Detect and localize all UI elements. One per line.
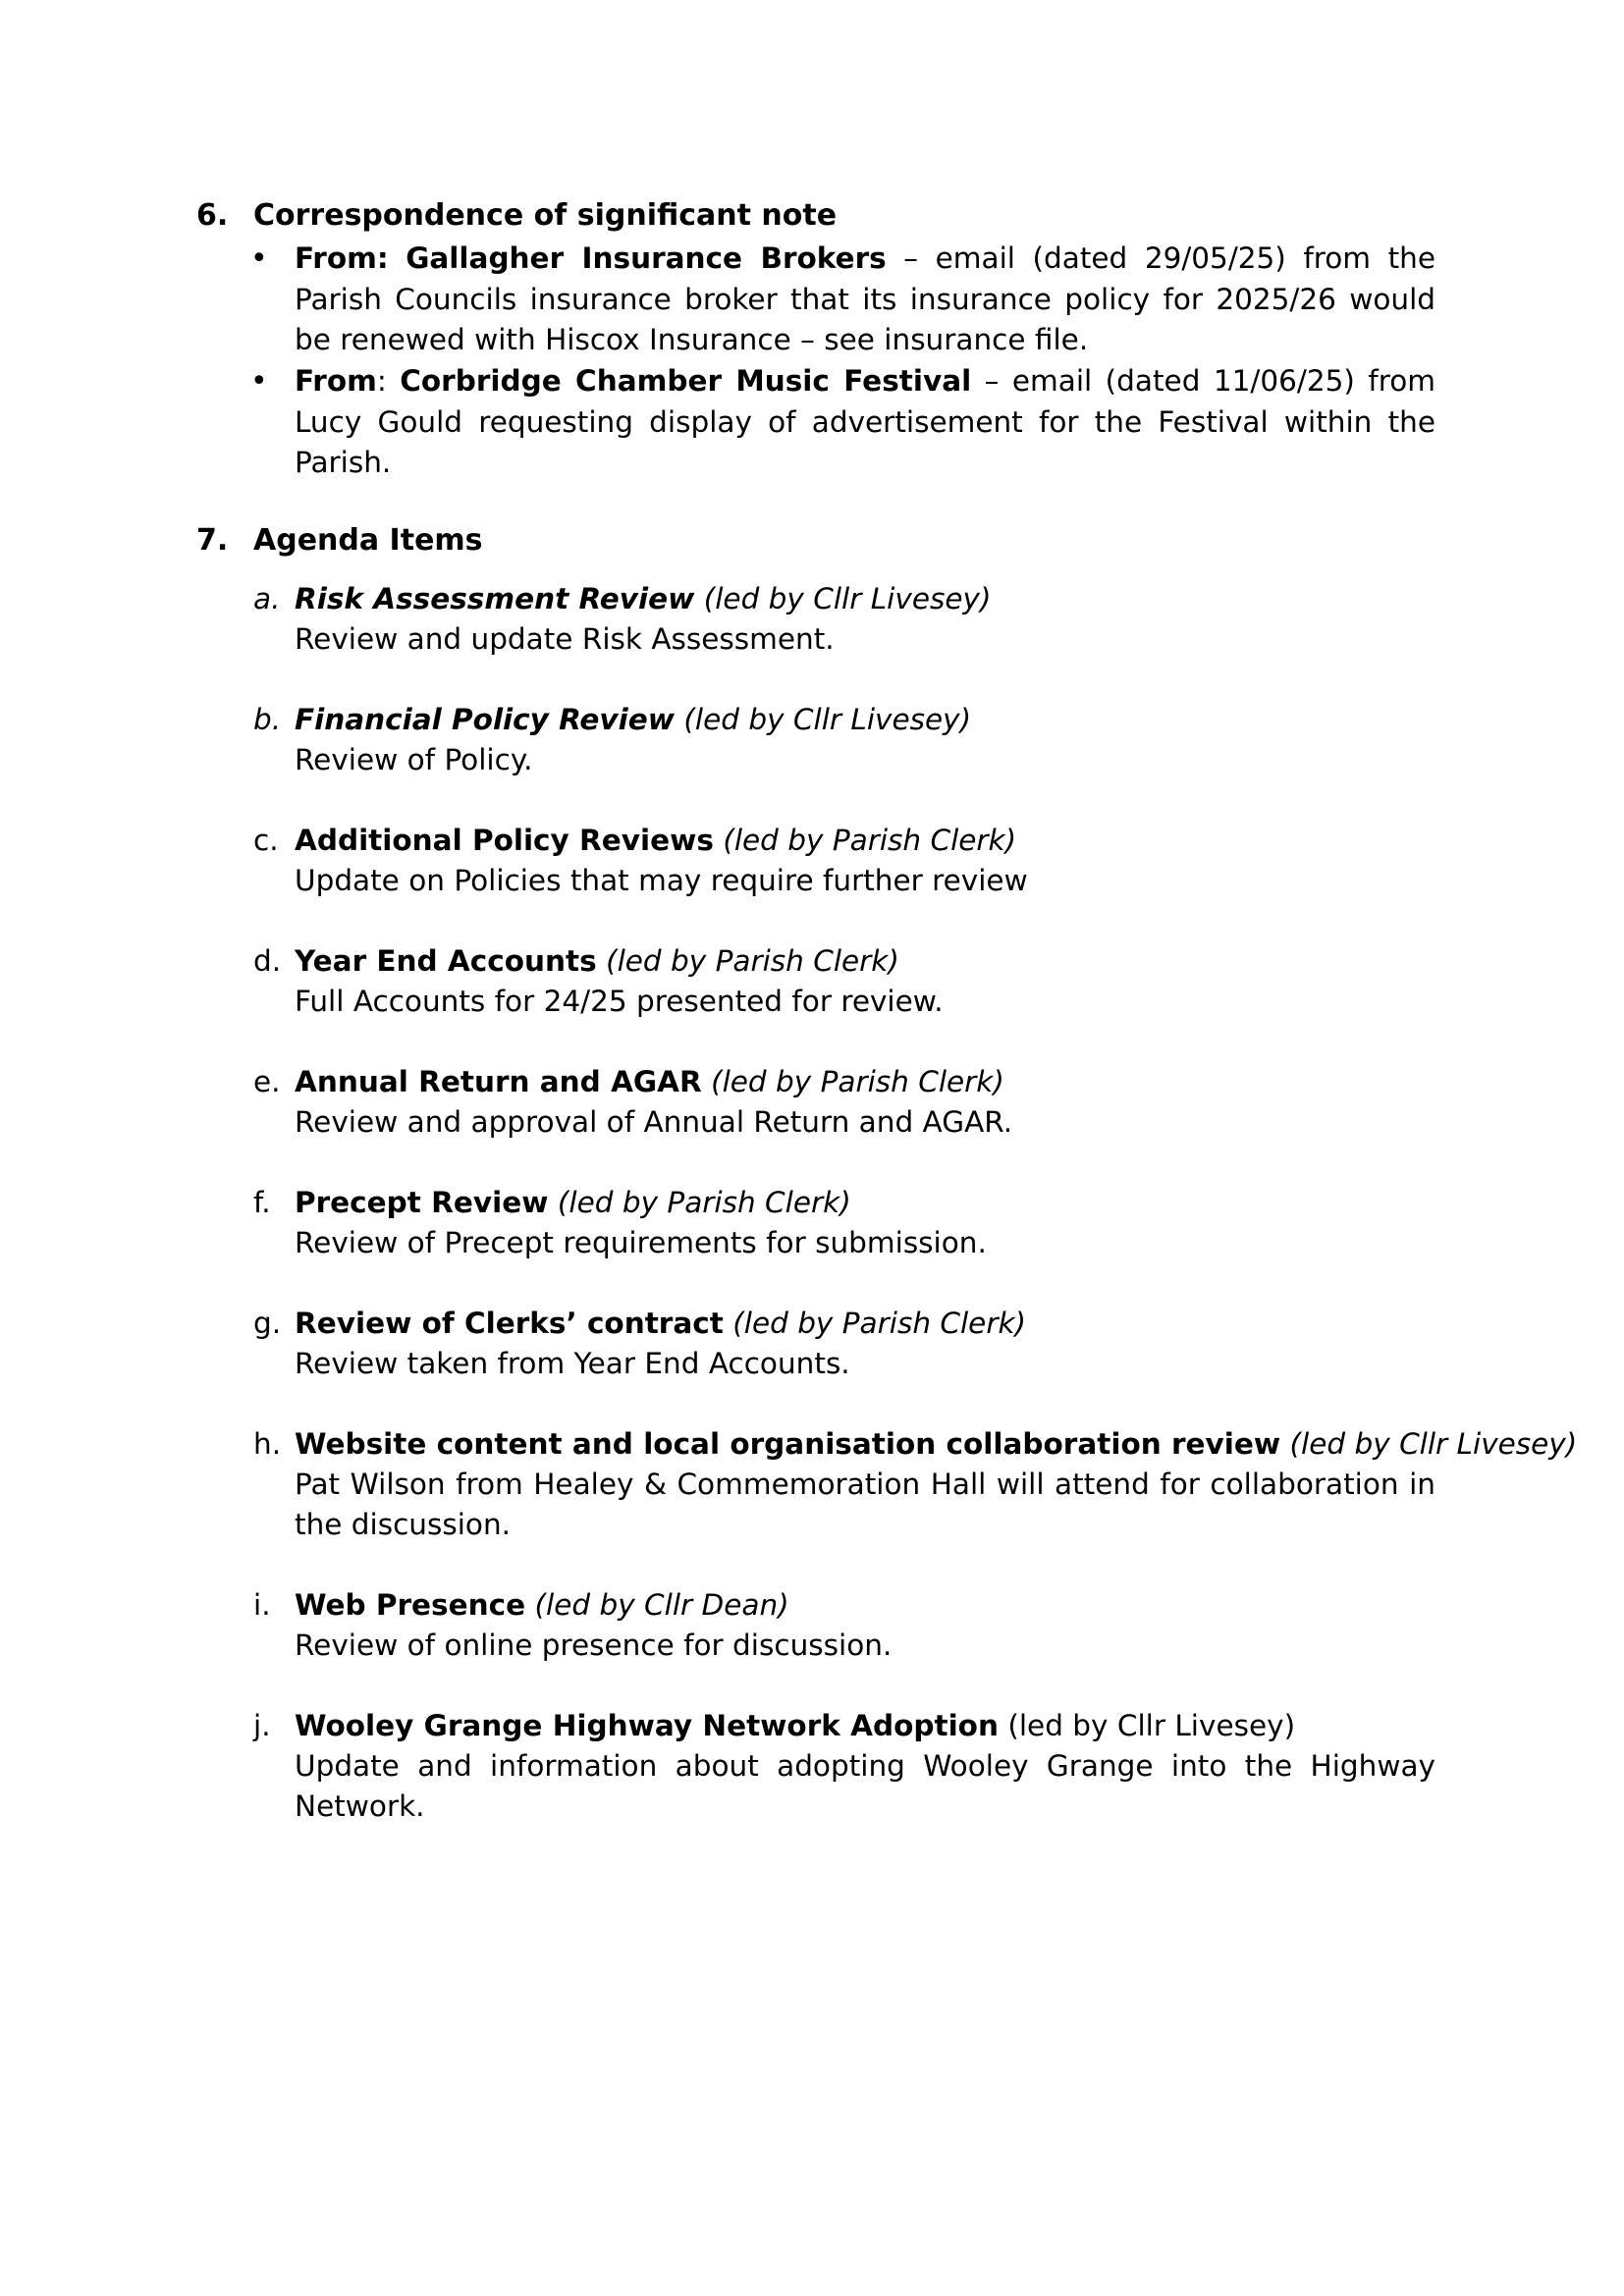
agenda-led-by: (led by Parish Clerk) [606, 944, 899, 978]
sender-name: Corbridge Chamber Music Festival [400, 364, 972, 398]
agenda-title: Risk Assessment Review [295, 582, 695, 615]
agenda-item-c [253, 821, 1435, 901]
agenda-letter: h. [253, 1427, 282, 1461]
agenda-description: Review taken from Year End Accounts. [295, 1347, 850, 1380]
from-label: From [295, 364, 377, 398]
agenda-letter: g. [253, 1307, 282, 1340]
agenda-title: Annual Return and AGAR [295, 1065, 702, 1098]
correspondence-text: – email (dated 29/05/25) from the Parish Councils insurance broker that its insurance policy for 2025/26 would be renewed with Hiscox Insurance – see insurance file. [295, 241, 1435, 356]
agenda-description: Review and update Risk Assessment. [295, 622, 835, 656]
agenda-description: Review and approval of Annual Return and AGAR. [295, 1105, 1013, 1139]
agenda-letter: a. [253, 582, 281, 615]
agenda-led-by: (led by Cllr Livesey) [683, 703, 972, 736]
agenda-letter: f. [253, 1186, 271, 1219]
agenda-description: Pat Wilson from Healey & Commemoration Hall will attend for collaboration in the discussion. [295, 1468, 1435, 1541]
from-separator: : [376, 364, 387, 398]
correspondence-text: – email (dated 11/06/25) from Lucy Gould requesting display of advertisement for the Festival within the Parish. [295, 364, 1435, 479]
section-7-heading [196, 523, 483, 558]
bullet-icon: • [250, 241, 268, 276]
agenda-led-by: (led by Parish Clerk) [557, 1186, 851, 1219]
agenda-item-i [253, 1585, 1435, 1666]
agenda-item-h [253, 1424, 1578, 1545]
section-7-number: 7. [196, 523, 229, 558]
agenda-letter: d. [253, 944, 282, 978]
agenda-title: Precept Review [295, 1186, 549, 1219]
agenda-title: Year End Accounts [295, 944, 597, 978]
agenda-letter: c. [253, 824, 279, 857]
agenda-description: Update on Policies that may require further review [295, 864, 1028, 897]
agenda-letter: i. [253, 1588, 271, 1622]
agenda-description: Review of Policy. [295, 743, 533, 776]
agenda-title: Website content and local organisation collaboration review [295, 1427, 1281, 1461]
agenda-title: Wooley Grange Highway Network Adoption [295, 1709, 999, 1742]
agenda-item-e [253, 1062, 1435, 1143]
sender-name: Gallagher Insurance Brokers [406, 241, 887, 275]
agenda-title: Review of Clerks’ contract [295, 1307, 724, 1340]
agenda-description: Full Accounts for 24/25 presented for review. [295, 985, 944, 1018]
agenda-item-j [253, 1706, 1435, 1827]
agenda-item-d [253, 941, 1435, 1022]
agenda-letter: b. [253, 703, 282, 736]
agenda-item-g [253, 1304, 1435, 1384]
agenda-led-by: (led by Parish Clerk) [711, 1065, 1004, 1098]
agenda-item-f [253, 1183, 1435, 1263]
agenda-description: Review of Precept requirements for submission. [295, 1226, 987, 1259]
agenda-title: Additional Policy Reviews [295, 824, 714, 857]
from-label: From: [295, 241, 389, 275]
section-6-heading [196, 198, 838, 233]
agenda-item-b [253, 700, 1435, 780]
agenda-title: Financial Policy Review [295, 703, 676, 736]
agenda-led-by: (led by Parish Clerk) [732, 1307, 1027, 1340]
agenda-description: Review of online presence for discussion. [295, 1629, 893, 1662]
agenda-led-by: (led by Cllr Livesey) [1007, 1709, 1296, 1742]
correspondence-item-1 [250, 239, 1435, 361]
agenda-led-by: (led by Parish Clerk) [723, 824, 1017, 857]
bullet-icon: • [250, 364, 268, 399]
agenda-led-by: (led by Cllr Dean) [534, 1588, 789, 1622]
agenda-led-by: (led by Cllr Livesey) [703, 582, 992, 615]
agenda-item-a [253, 579, 1435, 660]
agenda-letter: e. [253, 1065, 281, 1098]
correspondence-item-2 [250, 361, 1435, 484]
section-6-title: Correspondence of significant note [253, 198, 838, 233]
section-6-number: 6. [196, 198, 229, 233]
section-7-title: Agenda Items [253, 523, 483, 558]
agenda-letter: j. [253, 1709, 271, 1742]
agenda-description: Update and information about adopting Wooley Grange into the Highway Network. [295, 1749, 1435, 1823]
agenda-led-by: (led by Cllr Livesey) [1289, 1427, 1578, 1461]
agenda-title: Web Presence [295, 1588, 526, 1622]
